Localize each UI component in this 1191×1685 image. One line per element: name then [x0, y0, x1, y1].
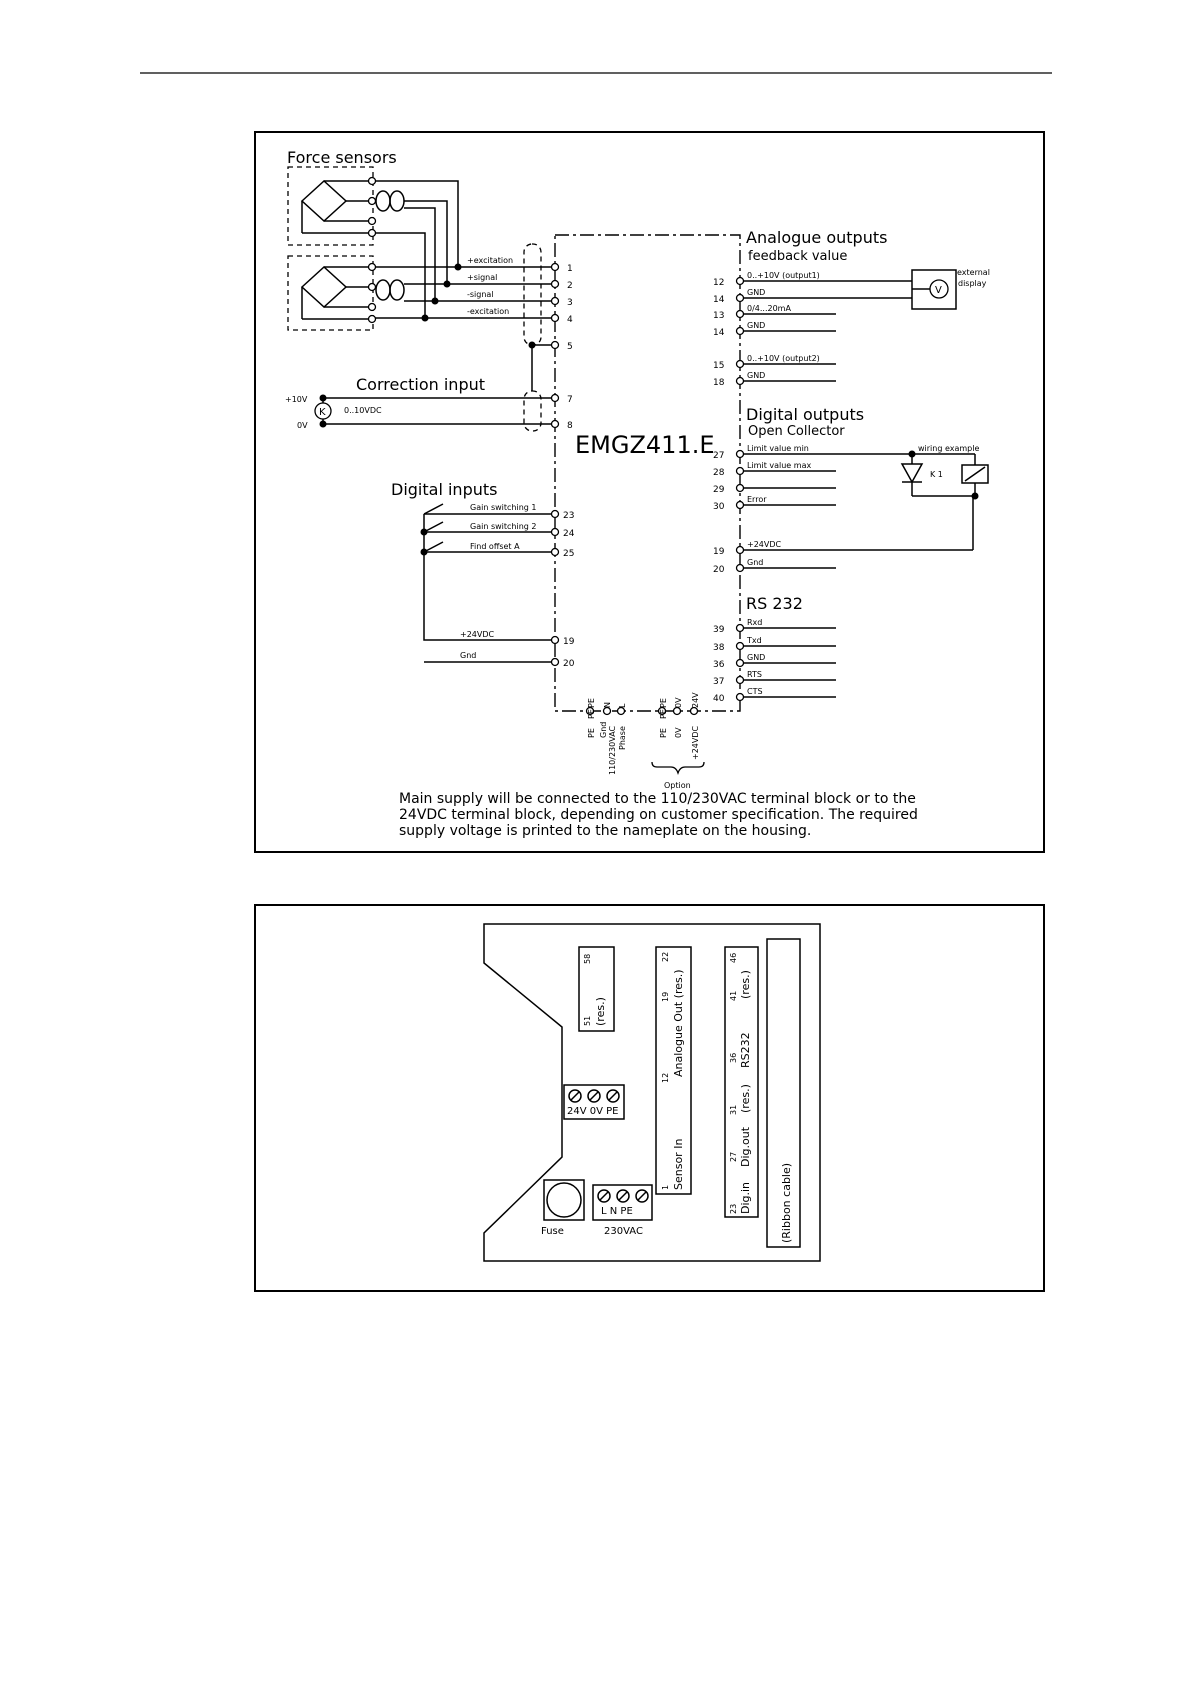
cable-shield-1: [524, 244, 541, 345]
analogue-outputs-title: Analogue outputs: [746, 228, 888, 247]
right-terminal-wires: [740, 281, 975, 697]
rs-label-rts: RTS: [747, 670, 762, 679]
sensor-in-label: Sensor In: [672, 1138, 685, 1190]
dc-terminal-screws: [569, 1090, 619, 1102]
relay-label: K 1: [930, 470, 943, 479]
terminal-25: 25: [563, 549, 575, 559]
terminal-19-left: 19: [563, 637, 575, 647]
rs-num-39: 39: [713, 625, 725, 635]
do-num-29: 29: [713, 485, 725, 495]
terminal-23: 23: [563, 511, 575, 521]
note-line-3: supply voltage is printed to the nameplate on the housing.: [399, 823, 812, 839]
ao-num-15: 15: [713, 361, 725, 371]
ao-label-output2: 0..+10V (output2): [747, 354, 820, 363]
bot-24vdc: +24VDC: [691, 725, 700, 760]
analogue-out-label: Analogue Out (res.): [672, 969, 685, 1077]
correction-plus-label: +10V: [285, 395, 308, 404]
ao-num-18: 18: [713, 378, 725, 388]
gain-switching-2-label: Gain switching 2: [470, 522, 537, 531]
rs-label-cts: CTS: [747, 687, 763, 696]
cable-shield-2: [524, 391, 541, 431]
bot-pe-1: PE: [587, 728, 596, 738]
bot-0v: 0V: [674, 727, 683, 738]
digital-outputs-title: Digital outputs: [746, 405, 865, 424]
do-label-24vdc: +24VDC: [747, 540, 782, 549]
rs-num-36: 36: [713, 660, 725, 670]
note-line-1: Main supply will be connected to the 110/230VAC terminal block or to the: [399, 791, 916, 807]
external-display: [912, 270, 956, 309]
dig-n6: 46: [729, 952, 738, 963]
rs-num-40: 40: [713, 694, 725, 704]
ribbon-cable-label: (Ribbon cable): [780, 1162, 793, 1243]
do-num-30: 30: [713, 502, 725, 512]
ac-terminal-labels: L N PE: [601, 1206, 633, 1217]
fuse-icon: [547, 1183, 581, 1217]
rs-num-38: 38: [713, 643, 725, 653]
bot-gnd: Gnd: [599, 721, 608, 738]
bot-110-230vac: 110/230VAC: [608, 725, 617, 775]
do-num-28: 28: [713, 468, 725, 478]
res-block-label: (res.): [594, 997, 607, 1026]
do-label-limit-min: Limit value min: [747, 444, 809, 453]
fuse-label: Fuse: [541, 1226, 564, 1237]
top-n: N: [603, 702, 612, 708]
dig-res-label: (res.): [739, 1084, 752, 1113]
do-label-limit-max: Limit value max: [747, 461, 812, 470]
ao-num-12: 12: [713, 278, 725, 288]
find-offset-label: Find offset A: [470, 542, 520, 551]
ac-voltage-label: 230VAC: [604, 1226, 643, 1237]
digital-inputs-title: Digital inputs: [391, 480, 498, 499]
dig-n3: 31: [729, 1104, 738, 1115]
sensor-bus-wires: [372, 181, 555, 322]
external-display-label-2: display: [958, 279, 987, 288]
external-display-label-1: external: [957, 268, 990, 277]
wire-minus-excitation: -excitation: [467, 307, 510, 316]
rs232-res-label: (res.): [739, 970, 752, 999]
ao-num-14a: 14: [713, 295, 725, 305]
option-brace: [652, 762, 704, 773]
ao-label-gnd2: GND: [747, 321, 766, 330]
digital-in-gnd-label: Gnd: [460, 651, 477, 660]
do-num-27: 27: [713, 451, 725, 461]
top-24v: 24V: [691, 692, 700, 708]
do-num-20: 20: [713, 565, 725, 575]
terminal-7: 7: [567, 395, 573, 405]
top-pe-4: PE: [659, 709, 668, 719]
ao-num-13: 13: [713, 311, 725, 321]
terminal-24: 24: [563, 529, 575, 539]
top-pe-2: PE: [587, 709, 596, 719]
ao-label-gnd1: GND: [747, 288, 766, 297]
dig-n2: 27: [729, 1151, 738, 1162]
do-label-gnd: Gnd: [747, 558, 764, 567]
rs-label-gnd: GND: [747, 653, 766, 662]
terminal-3: 3: [567, 298, 573, 308]
rs232-title: RS 232: [746, 594, 803, 613]
potentiometer-letter: K: [319, 407, 326, 418]
correction-title: Correction input: [356, 375, 486, 394]
option-label: Option: [664, 781, 691, 790]
sensor-n1: 1: [661, 1184, 670, 1190]
note-line-2: 24VDC terminal block, depending on customer specification. The required: [399, 807, 918, 823]
res-block-n2: 58: [583, 953, 592, 964]
wire-plus-signal: +signal: [467, 273, 498, 282]
correction-zero-label: 0V: [297, 421, 308, 430]
sensor-terminals: [369, 178, 376, 323]
dig-n5: 41: [729, 990, 738, 1001]
terminal-20-left: 20: [563, 659, 575, 669]
rs-label-rxd: Rxd: [747, 618, 763, 627]
ao-label-gnd3: GND: [747, 371, 766, 380]
ao-label-current: 0/4...20mA: [747, 304, 791, 313]
digital-in-supply-label: +24VDC: [460, 630, 495, 639]
relay-wiring-example: [902, 451, 988, 551]
bot-phase: Phase: [618, 726, 627, 750]
do-num-19: 19: [713, 547, 725, 557]
wire-plus-excitation: +excitation: [467, 256, 514, 265]
analogue-outputs-subtitle: feedback value: [748, 249, 848, 264]
digital-outputs-subtitle: Open Collector: [748, 424, 845, 439]
terminal-4: 4: [567, 315, 573, 325]
gain-switching-1-label: Gain switching 1: [470, 503, 537, 512]
sensor-n2: 12: [661, 1072, 670, 1083]
terminal-8: 8: [567, 421, 573, 431]
correction-range-label: 0..10VDC: [344, 406, 382, 415]
meter-symbol: V: [935, 285, 942, 296]
rs-num-37: 37: [713, 677, 725, 687]
dig-out-label: Dig.out: [739, 1126, 752, 1167]
top-pe-3: PE: [659, 698, 668, 708]
ao-num-14b: 14: [713, 328, 725, 338]
dc-terminal-labels: 24V 0V PE: [567, 1106, 619, 1117]
fuse-housing: [544, 1180, 584, 1220]
wiring-example-label: wiring example: [918, 444, 980, 453]
top-pe-1: PE: [587, 698, 596, 708]
terminal-5: 5: [567, 342, 573, 352]
force-sensors-title: Force sensors: [287, 148, 397, 167]
dig-n4: 36: [729, 1052, 738, 1063]
dig-n1: 23: [729, 1203, 738, 1214]
rs-label-txd: Txd: [747, 636, 762, 645]
ac-terminal-screws: [598, 1190, 648, 1202]
top-l: L: [618, 703, 627, 708]
ao-label-output1: 0..+10V (output1): [747, 271, 820, 280]
bot-pe-2: PE: [659, 728, 668, 738]
terminal-1: 1: [567, 264, 573, 274]
top-0v: 0V: [674, 697, 683, 708]
sensor-n3: 19: [661, 991, 670, 1002]
wire-minus-signal: -signal: [467, 290, 494, 299]
device-name: EMGZ411.E: [575, 431, 715, 459]
dig-in-label: Dig.in: [739, 1181, 752, 1214]
sensor-n4: 22: [661, 951, 670, 962]
do-label-error: Error: [747, 495, 767, 504]
terminal-2: 2: [567, 281, 573, 291]
board-frame: [255, 905, 1044, 1291]
res-block-n1: 51: [583, 1015, 592, 1026]
rs232-label: RS232: [739, 1032, 752, 1068]
